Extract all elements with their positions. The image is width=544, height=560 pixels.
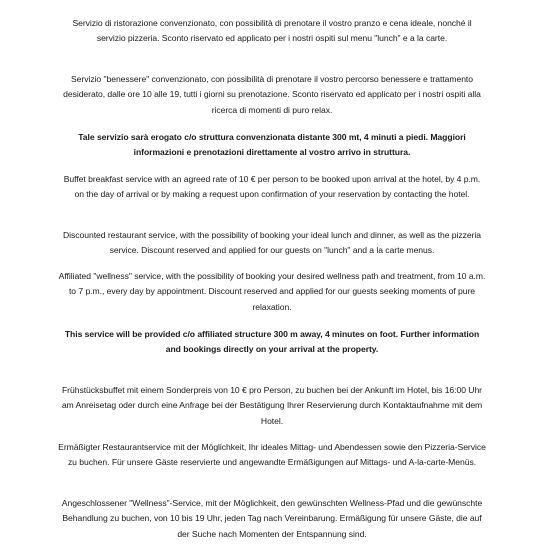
paragraph-en-restaurant: Discounted restaurant service, with the possibility of booking your ideal lunch and dinner, as well as the pizzeria service. Discount reserved and applied for our guests on "lunch" and a la carte menus.: [63, 230, 481, 256]
paragraph-it-wellness: Servizio "benessere" convenzionato, con possibilità di prenotare il vostro percorso benessere e trattamento desiderato, dalle ore 10 alle 19, tutti i giorni su prenotazione. Sconto riservato ed applicato per i nostri ospiti alla ricerca di momenti di puro relax.: [63, 74, 481, 115]
paragraph-en-wellness: Affiliated "wellness" service, with the possibility of booking your desired wellness path and treatment, from 10 a.m. to 7 p.m., every day by appointment. Discount reserved and applied for our guests seeking moments of pure relaxation.: [58, 271, 486, 312]
paragraph-de-breakfast: Frühstücksbuffet mit einem Sonderpreis von 10 € pro Person, zu buchen bei der Ankunft im Hotel, bis 16:00 Uhr am Anreisetag oder durch eine Anfrage bei der Bestätigung Ihrer Reservierung durch Kontaktaufnahme mit dem Hotel.: [61, 385, 483, 426]
paragraph-de-restaurant: Ermäßigter Restaurantservice mit der Möglichkeit, Ihr ideales Mittag- und Abendessen sowie den Pizzeria-Service zu buchen. Für unsere Gäste reservierte und angewandte Ermäßigungen auf Mittags- und A-la-carte-Menüs.: [58, 442, 486, 468]
paragraph-it-restaurant: Servizio di ristorazione convenzionato, con possibilità di prenotare il vostro pranzo e cena ideale, nonché il servizio pizzeria. Sconto riservato ed applicato per i nostri ospiti sul menu "lunch" e a la carte.: [72, 18, 472, 44]
paragraph-it-location-notice: Tale servizio sarà erogato c/o struttura convenzionata distante 300 mt, 4 minuti a piedi. Maggiori informazioni e prenotazioni direttamente al vostro arrivo in struttura.: [78, 132, 466, 158]
paragraph-de-wellness: Angeschlossener "Wellness"-Service, mit der Möglichkeit, den gewünschten Wellness-Pfad und die gewünschte Behandlung zu buchen, von 10 bis 19 Uhr, jeden Tag nach Vereinbarung. Ermäßigung für unsere Gäste, die auf der Suche nach Momenten der Entspannung sind.: [61, 498, 483, 539]
paragraph-en-breakfast: Buffet breakfast service with an agreed rate of 10 € per person to be booked upon arrival at the hotel, by 4 p.m. on the day of arrival or by making a request upon confirmation of your reservation by contacting the hotel.: [63, 174, 481, 200]
paragraph-en-location-notice: This service will be provided c/o affiliated structure 300 m away, 4 minutes on foot. Further information and bookings directly on your arrival at the property.: [64, 329, 480, 355]
